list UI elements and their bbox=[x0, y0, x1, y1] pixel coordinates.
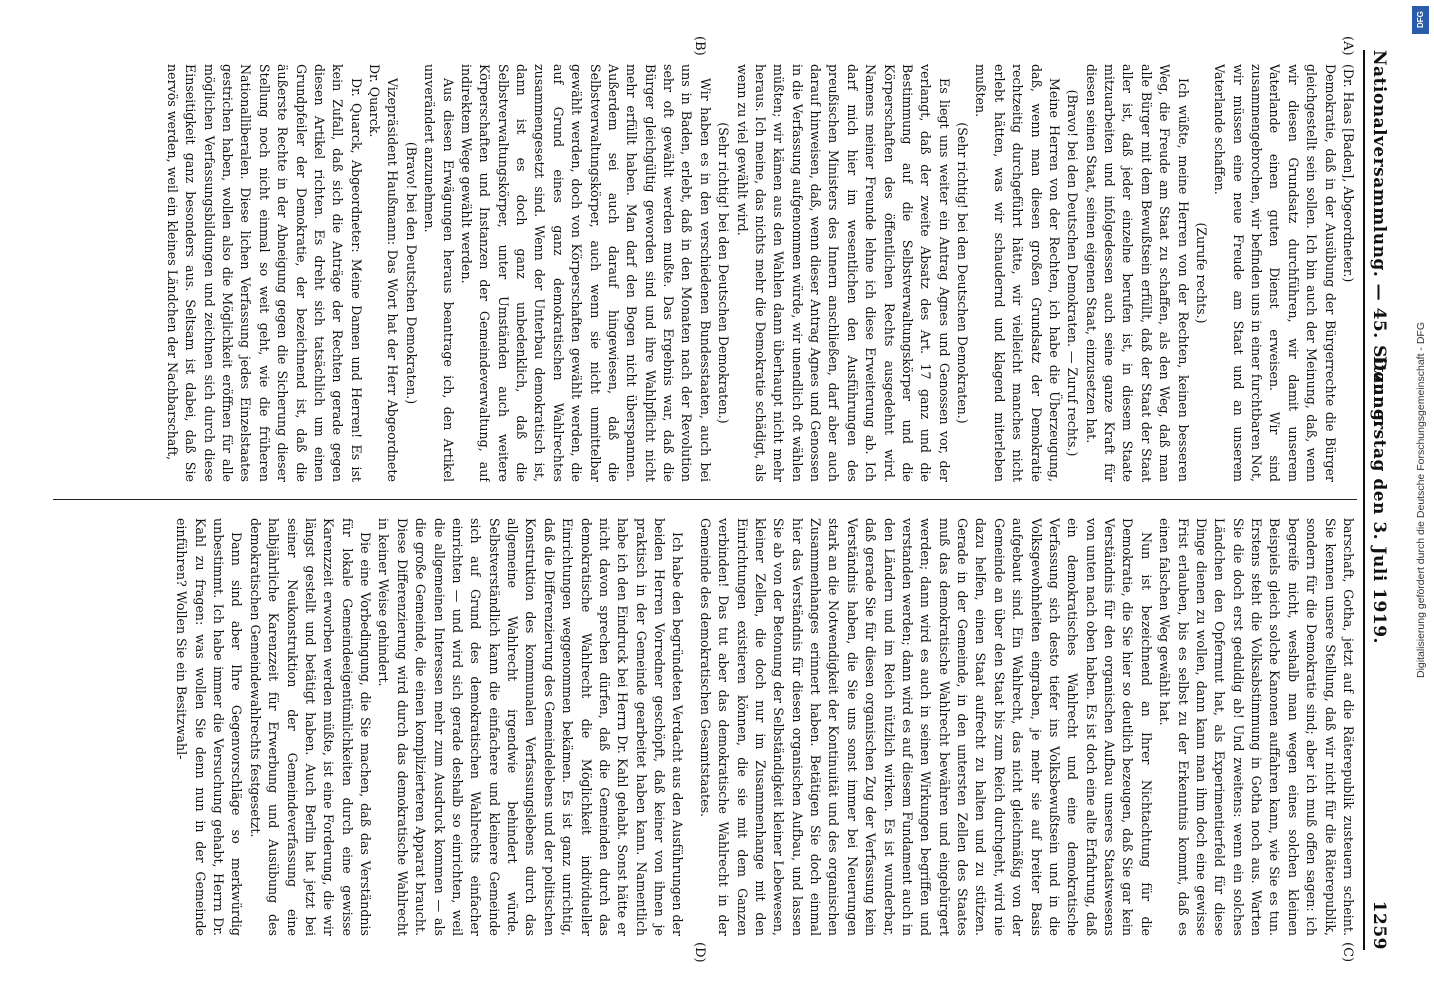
interjection: (Sehr richtig! bei den Deutschen Demokraten.) bbox=[955, 122, 971, 424]
interjection: (Zurufe rechts.) bbox=[1194, 222, 1209, 324]
paragraph bbox=[687, 518, 696, 936]
paragraph: Dr. Quarck, Abgeordneter: Meine Damen und Herren! Es ist kein Zufall, daß sich die Anträge der Rechten gerade gegen diesen Artikel richten. Es dreht sich tatsächlich um einen Grundpfeiler der Demokratie, der bezeichnend ist, daß die äußerste Rechte in der Abneigung gegen die Sicherung dieser Stellung noch nicht einmal so weit geht, wie die früheren Nationalliberalen. Diese lichen Verfassung jedes Einzelstaates gestrichen haben, wollen also die Möglichkeit eröffnen für alle möglichen Verfassungsbildungen und zeichnen sich durch diese Einseitigkeit ganz besonders aus. Seltsam ist dabei, daß Sie nervös werden, weil ein kleines Ländchen der Nachbarschaft, bbox=[165, 64, 364, 482]
header-assembly-session: Nationalversammlung. — 45. Sitzung. bbox=[1369, 50, 1389, 428]
paragraph: Ich wüßte, meine Herren von der Rechten, keinen besseren Weg, die Freude am Staat zu schaffen, als den Weg, daß man alle Bürger mit dem Bewußtsein erfüllt, daß der Staat der Staat aller ist, daß jeder einzelne berufen ist, in diesem Staate mitzuarbeiten und infolgedessen auch seine ganze Kraft für diesen seinen Staat, seinen eigenen Staat, einzusetzen hat. bbox=[1083, 64, 1191, 482]
paragraph: Meine Herren von der Rechten, ich habe die Überzeugung, daß, wenn man diesen großen Grundsatz der Demokratie rechtzeitig durchgeführt hätte, wir vielleicht manches nicht erlebt hätten, was wir schaudernd und klagend miterleben mußten. bbox=[973, 64, 1062, 482]
page-number: 1259 bbox=[1369, 900, 1389, 950]
paragraph: Ich habe den begründeten Verdacht aus den Ausführungen der beiden Herren Vorredner geschöpft, daß keiner von ihnen je praktisch in der Gemeinde gearbeitet haben kann. Namentlich habe ich den Eindruck bei Herrn Dr. Kahl gehabt. Sonst hätte er nicht davon sprechen dürfen, daß die Gemeinden durch das demokratische Wahlrecht die Möglichkeit individueller Einrichtungen weggenommen bekämen. Es ist ganz unrichtig, daß die Differenzierung des Gemeindelebens und der politischen Konstruktion des kommunalen Verfassungslebens durch das allgemeine Wahlrecht irgendwie behindert würde. Selbstverständlich kann die einfachere und kleinere Gemeinde sich auf Grund des demokratischen Wahlrechts einfacher einrichten — und wird sich gerade deshalb so einrichten, weil die allgemeinen Interessen mehr zum Ausdruck kommen — als die große Gemeinde, die einen komplizierteren Apparat braucht. Diese Differenzierung wird durch das demokratische Wahlrecht in keiner Weise gehindert. bbox=[376, 518, 686, 936]
dfg-logo: DFG bbox=[1412, 6, 1429, 34]
digitization-watermark bbox=[1408, 0, 1434, 1000]
paragraph: Die eine Vorbedingung, die Sie machen, daß das Verständnis für lokale Gemeindeeigentümlichkeiten durch eine gewisse Karenzzeit erworben werden müßte, ist eine Forderung, die wir längst gestellt und betätigt haben. Auch Berlin hat jetzt bei seiner Neukonstruktion der Gemeindeverfassung eine halbjährliche Karenzzeit für Erwerbung und Ausübung des demokratischen Gemeindewahlrechts festgesetzt. bbox=[247, 518, 374, 936]
margin-marker-c: (C) bbox=[1340, 942, 1355, 963]
paragraph: Nun ist bezeichnend an Ihrer Nichtachtung für die Demokratie, die Sie hier so deutlich bezeugen, daß Sie gar kein Verständnis für den organischen Aufbau unseres Staatswesens von unten nach oben haben. Es ist doch eine alte Erfahrung, daß ein demokratisches Wahlrecht und eine demokratische Verfassung sich desto tiefer ins Volksbewußtsein und in die Volksgewohnheiten eingraben, je mehr sie auf breiter Basis aufgebaut sind. Ein Wahlrecht, das nicht gleichmäßig von der Gemeinde an über den Staat bis zum Reich durchgeht, wird nie dazu helfen, einen Staat aufrecht zu halten und zu stützen. Gerade in der Gemeinde, in den untersten Zellen des Staates muß das demokratische Wahlrecht bewähren und eingebürgert werden; dann wird es auch in seinen Wirkungen begriffen und verstanden werden; dann wird es auf diesem Fundament auch in den Ländern und im Reich nützlich wirken. Es ist wunderbar, daß gerade Sie für diesen organischen Zug der Verfassung kein Verständnis haben, die Sie uns sonst immer bei Neuerungen stark an die Notwendigkeit der Kontinuität und des organischen Zusammenhanges erinnert haben. Betätigen Sie doch einmal hier das Verständnis für diesen organischen Aufbau, und lassen Sie ab von der Betonung der Selbständigkeit kleiner Lebewesen, kleiner Zellen, die doch nur im Zusammenhange mit den Einrichtungen existieren können, die sie mit dem Ganzen verbinden! Das tut aber das demokratische Wahlrecht in der Gemeinde des demokratischen Gesamtstaates. bbox=[697, 518, 1154, 936]
newspaper-page bbox=[37, 30, 1397, 970]
margin-marker-b: (B) bbox=[692, 36, 707, 56]
interjection: (Bravo! bei den Deutschen Demokraten. — Zuruf rechts.) bbox=[1065, 89, 1081, 457]
paragraph: Aus diesen Erwägungen heraus beantrage ich, den Artikel unverändert anzunehmen. bbox=[422, 64, 456, 482]
column-divider bbox=[53, 499, 1357, 500]
paragraph: Vizepräsident Haußmann: Das Wort hat der Herr Abgeordnete Dr. Quarck. bbox=[367, 64, 401, 482]
watermark-text: Digitalisierung gefördert durch die Deutsche Forschungsgemeinschaft - DFG bbox=[1415, 321, 1427, 679]
paragraph: Es liegt uns weiter ein Antrag Agnes und Genossen vor, der verlangt, daß der zweite Absatz des Art. 17 ganz und die Bestimmung auf die Selbstverwaltungskörper und die Körperschaften des öffentlichen Rechts ausgedehnt wird. Namens meiner Freunde lehne ich diese Erweiterung ab. Ich darf mich hier im wesentlichen den Ausführungen des preußischen Ministers des Innern anschließen, darf aber auch darauf hinweisen, daß, wenn dieser Antrag Agnes und Genossen in die Verfassung aufgenommen würde, wir unendlich oft wählen müßten; wir kämen aus den Wahlen dann überhaupt nicht mehr heraus. Ich meine, das nichts mehr die Demokratie schädigt, als wenn zu viel gewählt wird. bbox=[734, 64, 952, 482]
interjection: (Sehr richtig! bei den Deutschen Demokraten.) bbox=[716, 122, 732, 424]
margin-marker-d: (D) bbox=[692, 942, 707, 963]
margin-marker-a: (A) bbox=[1340, 36, 1355, 56]
paragraph: Dann sind aber Ihre Gegenvorschläge so merkwürdig unbestimmt. Ich habe immer die Versuchung gehabt, Herrn Dr. Kahl zu fragen: was wollen Sie denn nun in der Gemeinde einführen? Wollen Sie ein Besitzwahl- bbox=[174, 518, 245, 936]
right-text-column bbox=[53, 518, 1357, 936]
header-date: Donnerstag den 3. Juli 1919. bbox=[1369, 356, 1389, 644]
paragraph: (Dr. Haas [Baden], Abgeordneter.) bbox=[1341, 64, 1356, 283]
interjection: (Bravo! bei den Deutschen Demokraten.) bbox=[403, 141, 419, 405]
running-head bbox=[1363, 50, 1391, 950]
paragraph: Wir haben es in den verschiedenen Bundesstaaten, auch bei uns in Baden, erlebt, daß in den Monaten nach der Revolution sehr oft gewählt werden mußte. Das Ergebnis war, daß die Bürger gleichgültig geworden sind und ihre Wahlpflicht nicht mehr erfüllt haben. Man darf den Bogen nicht überspannen. Außerdem sei auch darauf hingewiesen, daß die Selbstverwaltungskörper, auch wenn sie nicht unmittelbar gewählt werden, doch von Körperschaften gewählt werden, die auf Grund eines ganz demokratischen Wahlrechtes zusammengesetzt sind. Wenn der Unterbau demokratisch ist, dann ist es doch ganz unbedenklich, daß die Selbstverwaltungskörper, unter Umständen auch weitere Körperschaften und Instanzen der Gemeindeverwaltung, auf indirektem Wege gewählt werden. bbox=[459, 64, 713, 482]
paragraph: Demokratie, daß in der Ausübung der Bürgerrechte die Bürger gleichgestellt sein sollen. Ich bin auch der Meinung, daß, wenn wir diesen Grundsatz durchführen, wir damit unserem Vaterlande einen guten Dienst erweisen. Wir sind zusammengebrochen, wir befinden uns in einer furchtbaren Not, wir müssen eine neue Freude am Staat und an unserem Vaterlande schaffen. bbox=[1212, 64, 1338, 482]
left-text-column bbox=[53, 64, 1357, 482]
paragraph: barschaft, Gotha, jetzt auf die Räterepublik zusteuern scheint. Sie kennen unsere Stellung, daß wir nicht für die Räterepublik, sondern für die Demokratie sind; aber ich muß offen sagen: ich begreife nicht, weshalb man wegen eines solchen kleinen Beispiels gleich solche Kanonen auffahren kann, wie Sie es tun. Erstens steht die Volksabstimmung in Gotha noch aus. Warten Sie die doch erst geduldig ab! Und zweitens: wenn ein solches Ländchen den Opfermut hat, als Experimentierfeld für diese Dinge dienen zu wollen, dann kann man ihm doch eine gewisse Frist erlauben, bis es selbst zu der Erkenntnis kommt, daß es einen falschen Weg gewählt hat. bbox=[1157, 518, 1356, 936]
